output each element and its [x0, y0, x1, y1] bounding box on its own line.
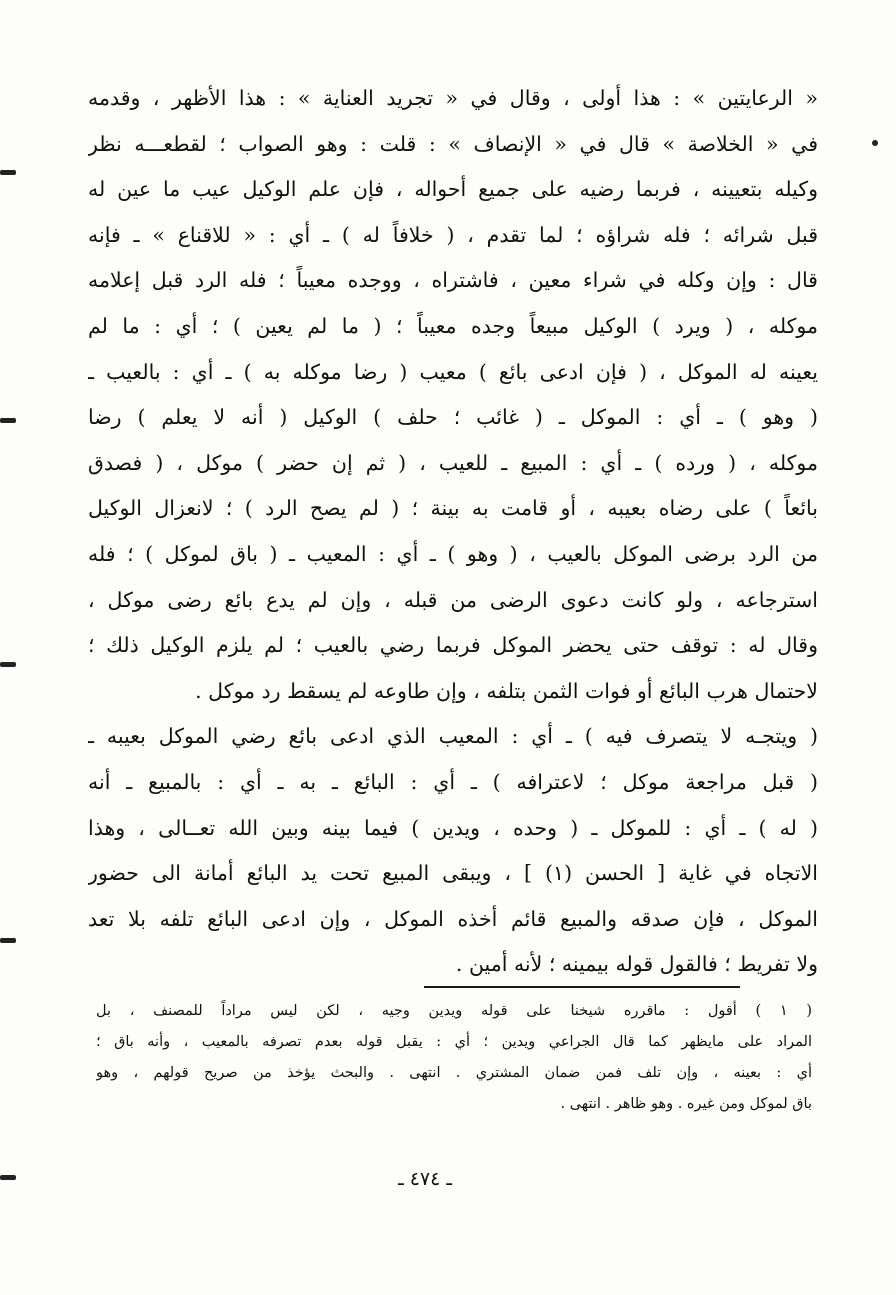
text-line: بائعاً ) على رضاه بعيبه ، أو قامت به بينة ؛ ( لم يصح الرد ) ؛ لانعزال الوكيل — [88, 496, 818, 521]
text-line: من الرد برضى الموكل بالعيب ، ( وهو ) ـ أي : المعيب ـ ( باق لموكل ) ؛ فله — [88, 541, 818, 566]
margin-dot-mark — [872, 140, 878, 146]
margin-binding-mark — [0, 418, 16, 423]
text-line: قبل شرائه ؛ فله شراؤه ؛ لما تقدم ، ( خلافاً له ) ـ أي : « للاقناع » ـ فإنه — [88, 222, 818, 247]
text-line: في « الخلاصة » قال في « الإنصاف » : قلت : وهو الصواب ؛ لقطعـــه نظر — [88, 131, 818, 156]
margin-binding-mark — [0, 170, 16, 175]
footnote-block — [96, 996, 812, 1120]
text-line: قال : وإن وكله في شراء معين ، فاشتراه ، ووجده معيباً ؛ فله الرد قبل إعلامه — [88, 268, 818, 293]
text-line: وقال له : توقف حتى يحضر الموكل فربما رضي بالعيب ؛ لم يلزم الوكيل ذلك ؛ — [88, 633, 818, 658]
footnote-line: ( ١ ) أقول : ماقرره شيخنا على قوله ويدين وجيه ، لكن ليس مراداً للمصنف ، بل — [96, 1003, 812, 1019]
footnote-line: أي : بعينه ، وإن تلف فمن ضمان المشتري . انتهى . والبحث يؤخذ من صريح قولهم ، وهو — [96, 1065, 812, 1081]
footnote-separator — [424, 986, 740, 988]
text-line: الموكل ، فإن صدقه والمبيع قائم أخذه الموكل ، وإن ادعى البائع تلفه بلا تعد — [88, 906, 818, 931]
text-line: لاحتمال هرب البائع أو فوات الثمن بتلفه ، وإن طاوعه لم يسقط رد موكل . — [195, 678, 818, 703]
margin-binding-mark — [0, 1175, 16, 1180]
text-line: يعينه له الموكل ، ( فإن ادعى بائع ) معيب ( رضا موكله به ) ـ أي : بالعيب ـ — [88, 359, 818, 384]
text-line: استرجاعه ، ولو كانت دعوى الرضى من قبله ، وإن لم يدع بائع رضى موكل ، — [88, 587, 818, 612]
text-line: « الرعايتين » : هذا أولى ، وقال في « تجريد العناية » : هذا الأظهر ، وقدمه — [88, 86, 818, 110]
margin-binding-mark — [0, 938, 16, 943]
text-line: ( وهو ) ـ أي : الموكل ـ ( غائب ؛ حلف ) الوكيل ( أنه لا يعلم ) رضا — [88, 405, 818, 430]
text-line: ( قبل مراجعة موكل ؛ لاعترافه ) ـ أي : البائع ـ به ـ أي : بالمبيع ـ أنه — [88, 769, 818, 794]
text-line: ( له ) ـ أي : للموكل ـ ( وحده ، ويدين ) فيما بينه وبين الله تعــالى ، وهذا — [88, 815, 818, 840]
text-line: موكله ، ( ويرد ) الوكيل مبيعاً وجده معيباً ؛ ( ما لم يعين ) ؛ أي : ما لم — [88, 313, 818, 338]
text-line: وكيله بتعيينه ، فربما رضيه على جميع أحواله ، فإن علم الوكيل عيب ما عين له — [88, 177, 818, 202]
text-line: ( ويتجـه لا يتصرف فيه ) ـ أي : المعيب الذي ادعى بائع رضي الموكل بعيبه ـ — [88, 724, 818, 749]
text-line: الاتجاه في غاية [ الحسن (١) ] ، ويبقى المبيع تحت يد البائع أمانة الى حضور — [88, 861, 818, 886]
footnote-line: المراد على مايظهر كما قال الجراعي ويدين ؛ أي : يقبل قوله بعدم تصرفه بالمعيب ، وأنه باق ؛ — [96, 1034, 812, 1050]
footnote-line: باق لموكل ومن غيره . وهو ظاهر . انتهى . — [560, 1096, 812, 1112]
text-line: موكله ، ( ورده ) ـ أي : المبيع ـ للعيب ، ( ثم إن حضر ) موكل ، ( فصدق — [88, 450, 818, 475]
text-line: ولا تفريط ؛ فالقول قوله بيمينه ؛ لأنه أمين . — [455, 952, 818, 977]
margin-binding-mark — [0, 662, 16, 667]
page-number: ـ ٤٧٤ ـ — [398, 1168, 452, 1190]
main-text-block — [88, 76, 818, 988]
